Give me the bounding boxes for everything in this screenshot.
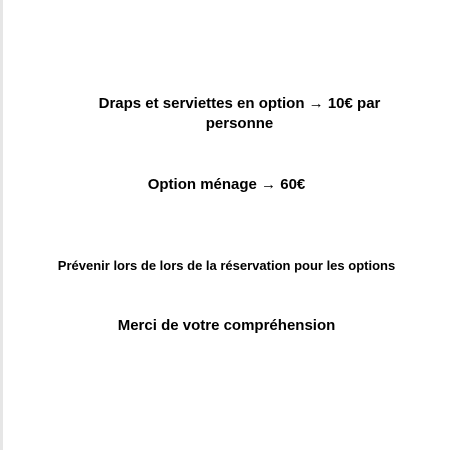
- cleaning-option-text: Option ménage → 60€: [147, 176, 306, 193]
- thanks-text: Merci de votre compréhension: [117, 317, 336, 334]
- linen-option-text: Draps et serviettes en option → 10€ par personne: [98, 95, 381, 132]
- reservation-notice-text: Prévenir lors de lors de la réservation pour les options: [57, 258, 396, 273]
- document-page: [3, 0, 450, 450]
